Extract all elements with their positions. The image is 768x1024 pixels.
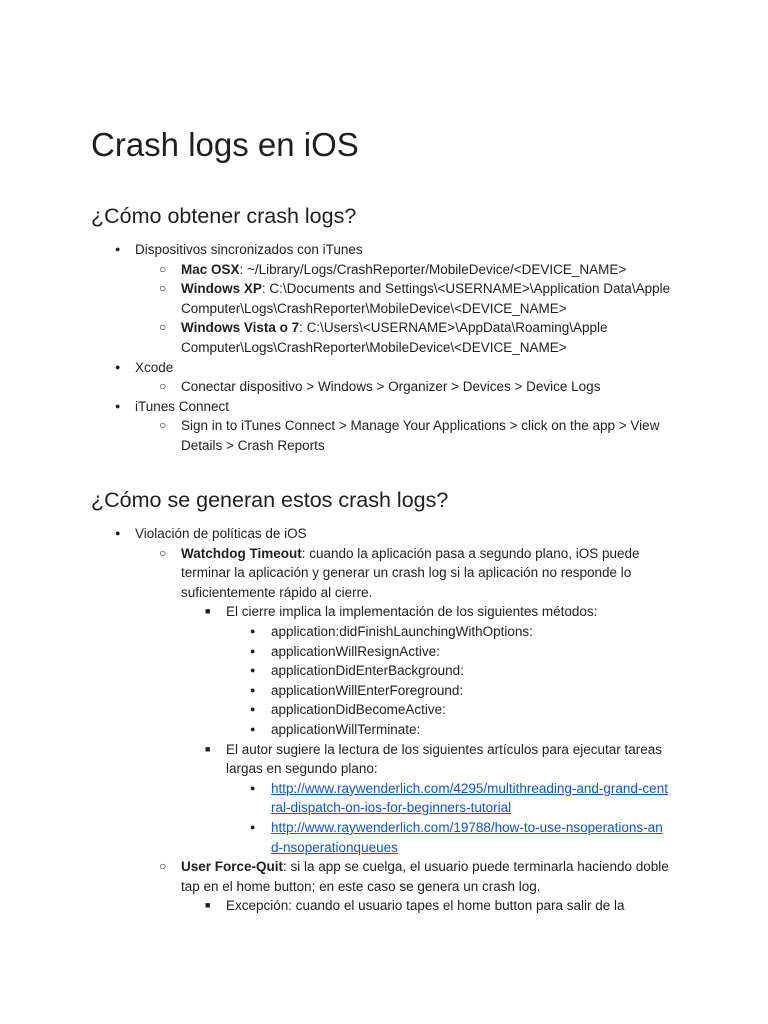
bullet-icon: ● xyxy=(250,704,256,715)
bullet-icon: ● xyxy=(250,625,256,636)
list-item-itunes: ● Dispositivos sincronizados con iTunes ○ Mac OSX: ~/Library/Logs/CrashReporter/MobileDevice/<DEVICE_NAME> ○ Windows XP: C:\Documents and Settings\<USERNAME>\Application Data\Apple Computer\Logs\CrashReporter\MobileDevice\<DEVICE_NAME> ○ Windows Vista o 7: C:\Users\<USERNAME>\AppData\Roaming\Apple Computer\Logs\CrashReporter\MobileDevice\<DEVICE_NAME> xyxy=(91,240,691,358)
list-item-itunes-connect: ● iTunes Connect ○ Sign in to iTunes Connect > Manage Your Applications > click on the app > View Details > Crash Reports xyxy=(91,397,691,456)
label-watchdog: Watchdog Timeout xyxy=(181,545,302,561)
list-item-methods: ■ El cierre implica la implementación de los siguientes métodos: ● application:didFinishLaunchingWithOptions: ● applicationWillResignActive: ● applicationDidEnterBackground: ● applicationWillEnterForeground: ● applicationDidBecomeActive: ● applicationWillTerminate: xyxy=(181,602,691,739)
list-item-mac xyxy=(135,260,691,280)
link-multithreading-gcd[interactable]: http://www.raywenderlich.com/4295/multithreading-and-grand-cent ral-dispatch-on-ios-for-beginners-tutorial xyxy=(271,780,668,816)
section-obtain-list xyxy=(91,240,691,456)
list-item-method: ● applicationWillResignActive: xyxy=(226,642,691,662)
path-mac: : ~/Library/Logs/CrashReporter/MobileDevice/<DEVICE_NAME> xyxy=(239,261,627,277)
list-item-method: ● applicationDidEnterBackground: xyxy=(226,661,691,681)
list-item-watchdog: ○ Watchdog Timeout: cuando la aplicación pasa a segundo plano, iOS puede terminar la aplicación y generar un crash log si la aplicación no responde lo suficientemente rápido al cierre. ■ El cierre implica la implementación de los siguientes métodos: ● application:didFinishLaunchingWithOptions: ● applicationWillResignActive: ● applicationDidEnterBackground: ● applicationWillEnterForeground: ● applicationDidBecomeActive: ● applicationWillTerminate: ■ El autor sugiere la lectura de los siguientes artículos para ejecutar tareas largas en segundo plano: ● http://www.raywenderlich.com/4295/multithreading-and-grand-cent ral-dispatch-on-ios-for-beginners-tutorial ● http://www.raywenderlich.com/19788/how-to-use-nsoperations-an d-nsoperationqueues xyxy=(135,544,691,858)
list-item-link xyxy=(226,818,691,857)
list-item-windows-vista xyxy=(135,318,691,357)
list-item-connect-step: ○ Sign in to iTunes Connect > Manage Your Applications > click on the app > View Details > Crash Reports xyxy=(159,418,660,453)
label-windows-xp: Windows XP xyxy=(181,281,262,297)
list-item-windows-xp xyxy=(135,279,691,318)
list-item-method: ● applicationWillTerminate: xyxy=(226,720,691,740)
bullet-icon: ● xyxy=(250,821,256,832)
circle-bullet-icon: ○ xyxy=(159,281,167,296)
bullet-icon: ● xyxy=(250,782,256,793)
path-windows-xp: : C:\Documents and Settings\<USERNAME>\Application Data\Apple Computer\Logs\CrashReporter\MobileDevice\<DEVICE_NAME> xyxy=(181,281,671,316)
circle-bullet-icon: ○ xyxy=(159,418,167,433)
square-bullet-icon: ■ xyxy=(205,743,211,754)
circle-bullet-icon: ○ xyxy=(159,261,167,276)
list-item-articles: ■ El autor sugiere la lectura de los siguientes artículos para ejecutar tareas largas en segundo plano: ● http://www.raywenderlich.com/4295/multithreading-and-grand-cent ral-dispatch-on-ios-for-beginners-tutorial ● http://www.raywenderlich.com/19788/how-to-use-nsoperations-an d-nsoperationqueues xyxy=(181,740,691,858)
circle-bullet-icon: ○ xyxy=(159,379,167,394)
list-item-method: ● applicationWillEnterForeground: xyxy=(226,681,691,701)
list-item-method: ● applicationDidBecomeActive: xyxy=(226,700,691,720)
path-windows-vista: : C:\Users\<USERNAME>\AppData\Roaming\Apple Computer\Logs\CrashReporter\MobileDevice\<DEVICE_NAME> xyxy=(181,320,608,355)
bullet-icon: ● xyxy=(250,665,256,676)
list-item-force-quit: ○ User Force-Quit: si la app se cuelga, el usuario puede terminarla haciendo doble tap en el home button; en este caso se genera un crash log. ■ Excepción: cuando el usuario tapes el home button para salir de la xyxy=(135,857,691,916)
bullet-icon: ● xyxy=(115,400,121,411)
section-heading-obtain: ¿Cómo obtener crash logs? xyxy=(91,204,357,228)
list-item-exception: ■ Excepción: cuando el usuario tapes el home button para salir de la xyxy=(181,896,691,916)
list-item-xcode: ● Xcode ○ Conectar dispositivo > Windows > Organizer > Devices > Device Logs xyxy=(91,358,691,397)
label-mac: Mac OSX xyxy=(181,261,240,277)
circle-bullet-icon: ○ xyxy=(159,545,167,560)
section-heading-generate: ¿Cómo se generan estos crash logs? xyxy=(91,488,449,512)
label-force-quit: User Force-Quit xyxy=(181,859,284,875)
bullet-icon: ● xyxy=(250,684,256,695)
square-bullet-icon: ■ xyxy=(205,606,211,617)
bullet-icon: ● xyxy=(250,645,256,656)
list-item-method: ● application:didFinishLaunchingWithOptions: xyxy=(226,622,691,642)
list-item-xcode-step: ○ Conectar dispositivo > Windows > Organizer > Devices > Device Logs xyxy=(135,377,691,397)
circle-bullet-icon: ○ xyxy=(159,320,167,335)
section-generate-list xyxy=(91,524,691,916)
list-item-link xyxy=(226,779,691,818)
bullet-icon: ● xyxy=(115,244,121,254)
document-title: Crash logs en iOS xyxy=(91,126,359,163)
circle-bullet-icon: ○ xyxy=(159,859,167,874)
link-nsoperations[interactable]: http://www.raywenderlich.com/19788/how-to-use-nsoperations-an d-nsoperationqueues xyxy=(271,819,663,855)
label-windows-vista: Windows Vista o 7 xyxy=(181,320,300,336)
bullet-icon: ● xyxy=(250,723,256,734)
list-item-violation: ● Violación de políticas de iOS ○ Watchdog Timeout: cuando la aplicación pasa a segundo plano, iOS puede terminar la aplicación y generar un crash log si la aplicación no responde lo suficientemente rápido al cierre. ■ El cierre implica la implementación de los siguientes métodos: ● application:didFinishLaunchingWithOptions: ● applicationWillResignActive: ● applicationDidEnterBackground: ● applicationWillEnterForeground: ● applicationDidBecomeActive: ● applicationWillTerminate: ■ El autor sugiere la lectura de los siguientes artículos para ejecutar tareas largas en segundo plano: ● http://www.raywenderlich.com/4295/multithreading-and-grand-cent ral-dispatch-on-ios-for-beginners-tutorial ● http://www.raywenderlich.com/19788/how-to-use-nsoperations-an d-nsoperationqueues ○ User Force-Quit: si la app se cuelga, el usuario puede terminarla haciendo doble tap en el home button; en este caso se genera un crash log. ■ Excepción: cuando el usuario tapes el home button para salir de la xyxy=(91,524,691,916)
square-bullet-icon: ■ xyxy=(205,900,211,911)
bullet-icon: ● xyxy=(115,528,121,538)
bullet-icon: ● xyxy=(115,361,121,372)
